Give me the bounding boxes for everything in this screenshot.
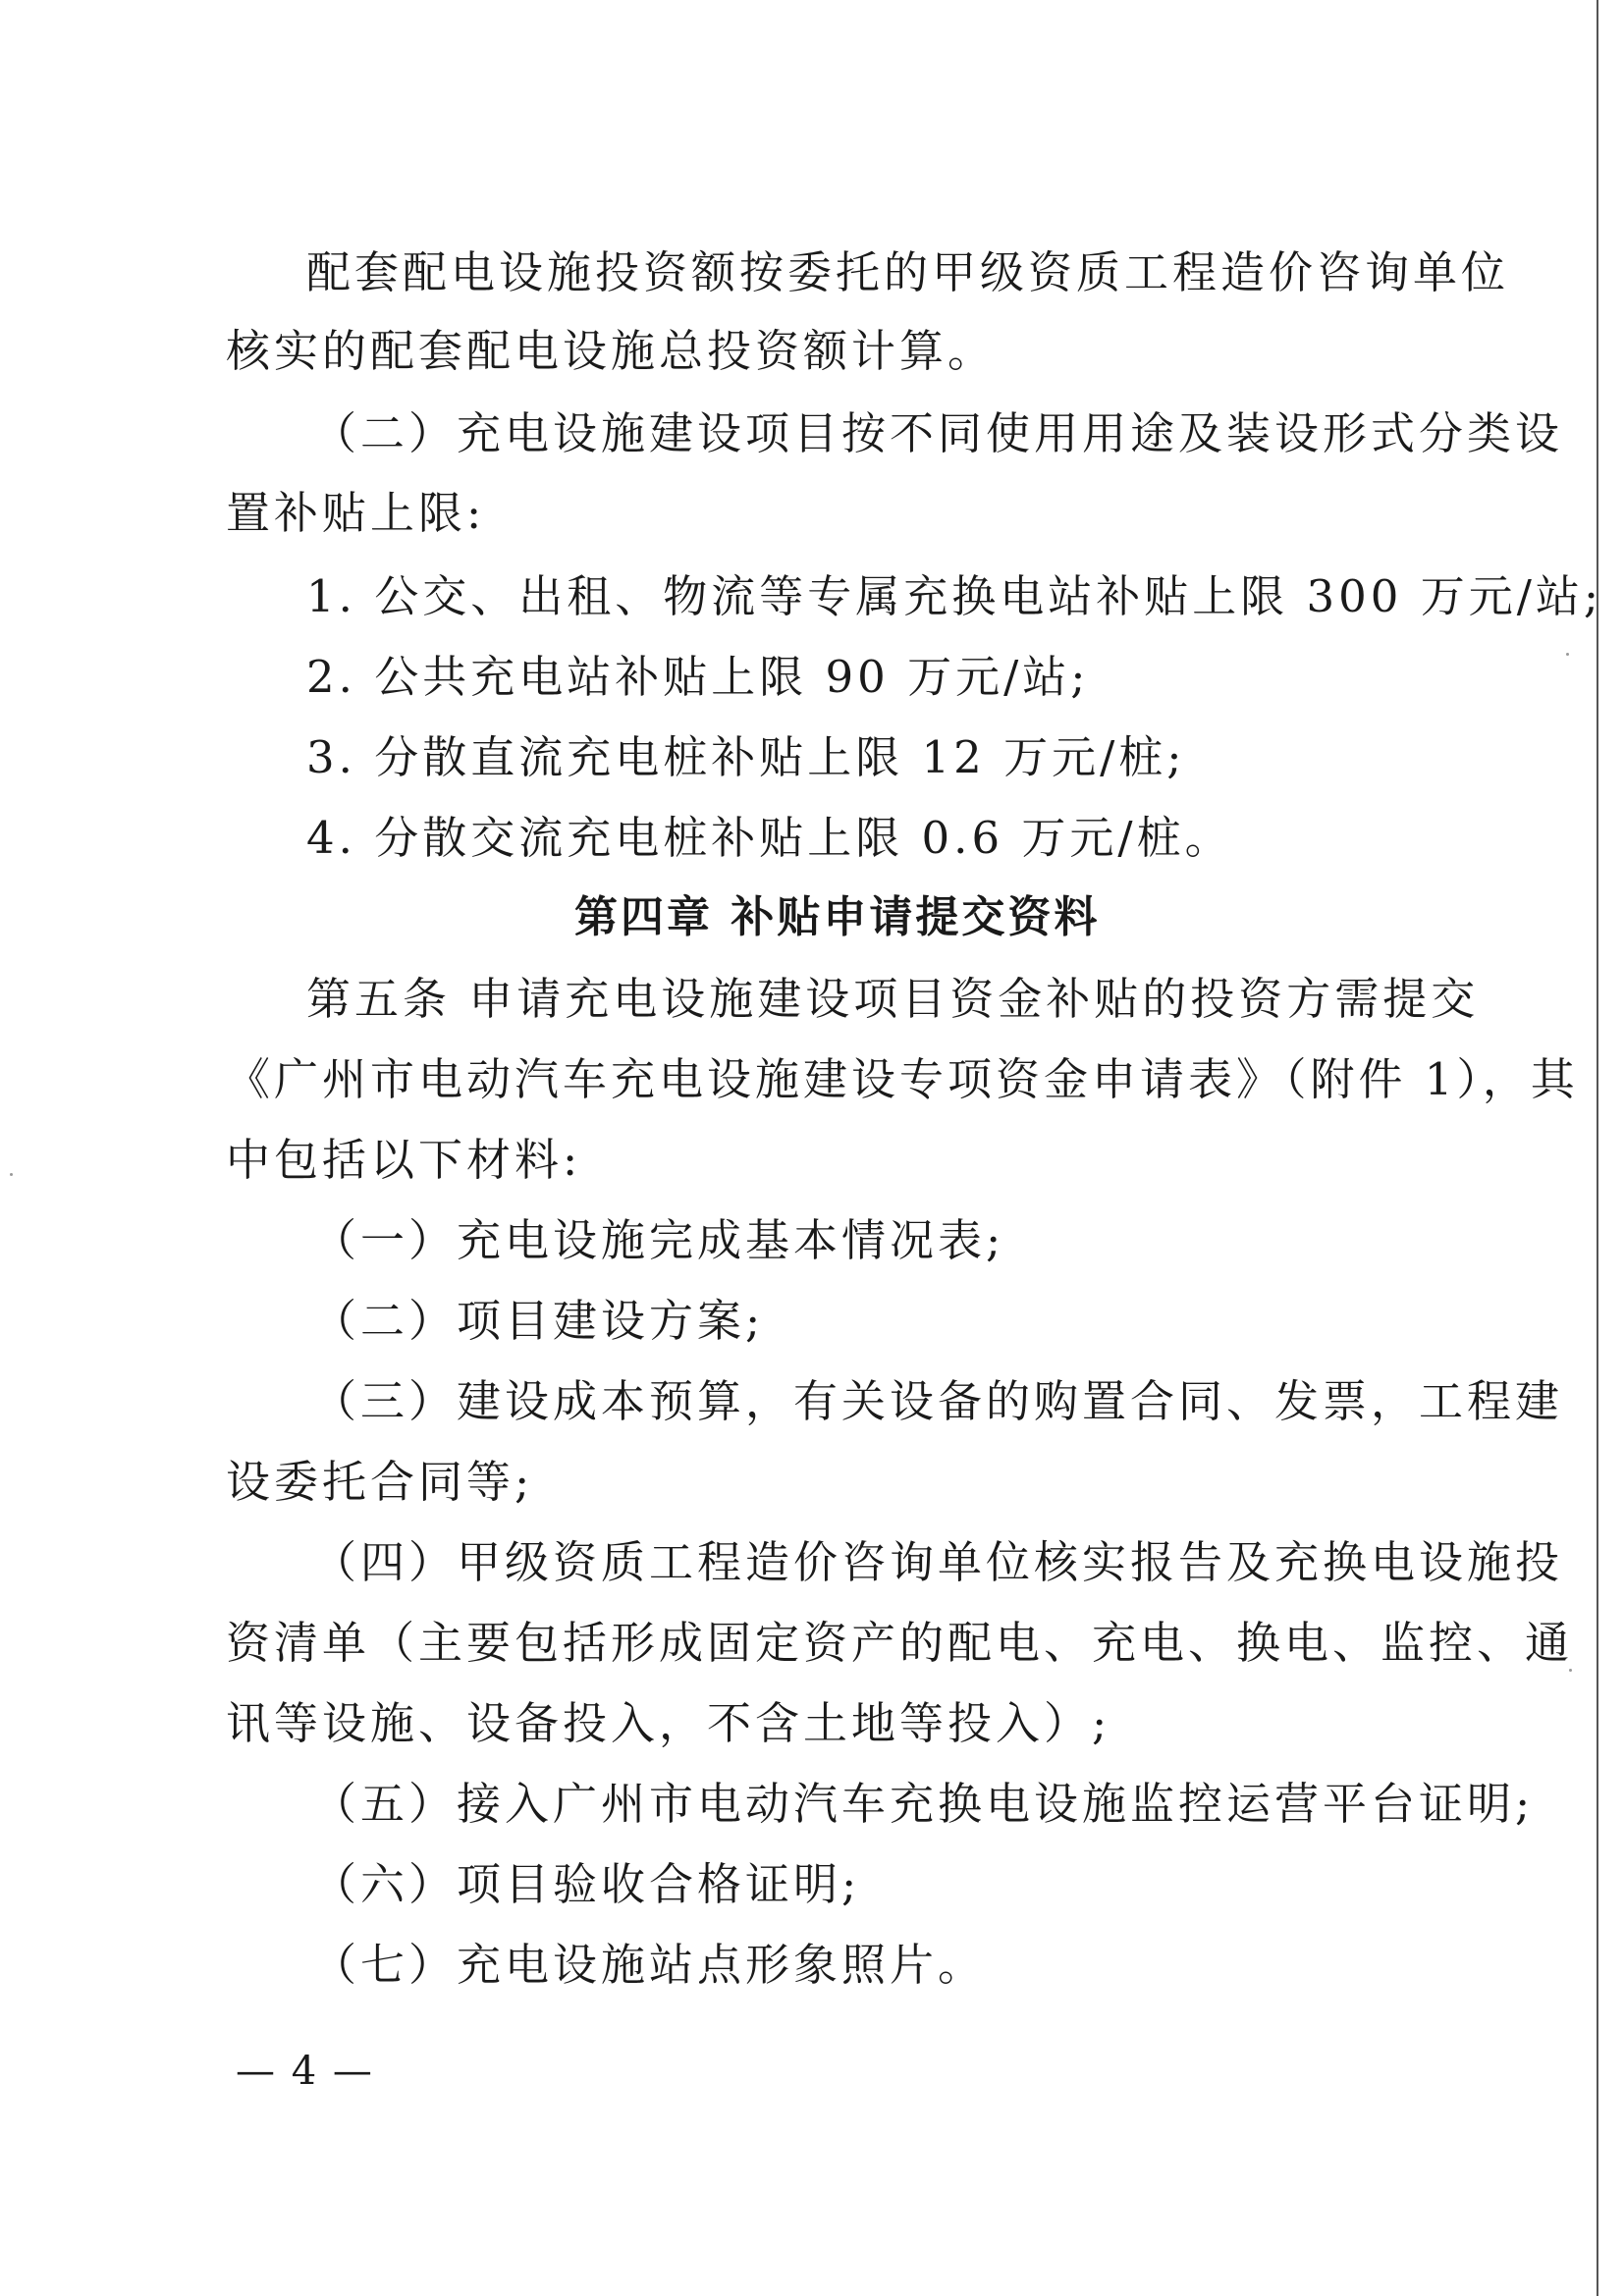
subsidy-limit-item: 2. 公共充电站补贴上限 90 万元/站;: [306, 651, 1090, 703]
material-item: （六）项目验收合格证明;: [312, 1858, 861, 1910]
material-item: （三）建设成本预算，有关设备的购置合同、发票，工程建: [312, 1375, 1564, 1427]
scan-speck: [10, 1173, 13, 1176]
para1-line1: 配套配电设施投资额按委托的甲级资质工程造价咨询单位: [306, 246, 1510, 298]
material-item: （五）接入广州市电动汽车充换电设施监控运营平台证明;: [312, 1778, 1535, 1830]
material-item: （四）甲级资质工程造价咨询单位核实报告及充换电设施投: [312, 1536, 1564, 1588]
article5-line3: 中包括以下材料:: [226, 1134, 582, 1186]
page-number: — 4 —: [236, 2049, 374, 2094]
material-item-continuation: 讯等设施、设备投入，不含土地等投入）;: [226, 1697, 1111, 1749]
article5-line1: 第五条 申请充电设施建设项目资金补贴的投资方需提交: [306, 973, 1480, 1025]
material-item-continuation: 资清单（主要包括形成固定资产的配电、充电、换电、监控、通: [226, 1617, 1574, 1669]
para1-line2: 核实的配套配电设施总投资额计算。: [226, 325, 997, 377]
material-item: （一）充电设施完成基本情况表;: [312, 1214, 1005, 1266]
para2-line2: 置补贴上限:: [226, 487, 486, 539]
subsidy-limit-item: 3. 分散直流充电桩补贴上限 12 万元/桩;: [306, 731, 1186, 783]
subsidy-limit-item: 4. 分散交流充电桩补贴上限 0.6 万元/桩。: [306, 812, 1233, 864]
material-item-continuation: 设委托合同等;: [226, 1456, 534, 1508]
subsidy-limit-item: 1. 公交、出租、物流等专属充换电站补贴上限 300 万元/站;: [306, 570, 1603, 622]
para2-line1: （二）充电设施建设项目按不同使用用途及装设形式分类设: [312, 407, 1564, 459]
material-item: （二）项目建设方案;: [312, 1295, 765, 1347]
scan-speck: [1566, 653, 1569, 656]
article5-line2: 《广州市电动汽车充电设施建设专项资金申请表》（附件 1），其: [226, 1053, 1579, 1105]
page-edge-line: [1597, 0, 1598, 2296]
chapter-heading: 第四章 补贴申请提交资料: [574, 892, 1101, 942]
material-item: （七）充电设施站点形象照片。: [312, 1939, 987, 1991]
